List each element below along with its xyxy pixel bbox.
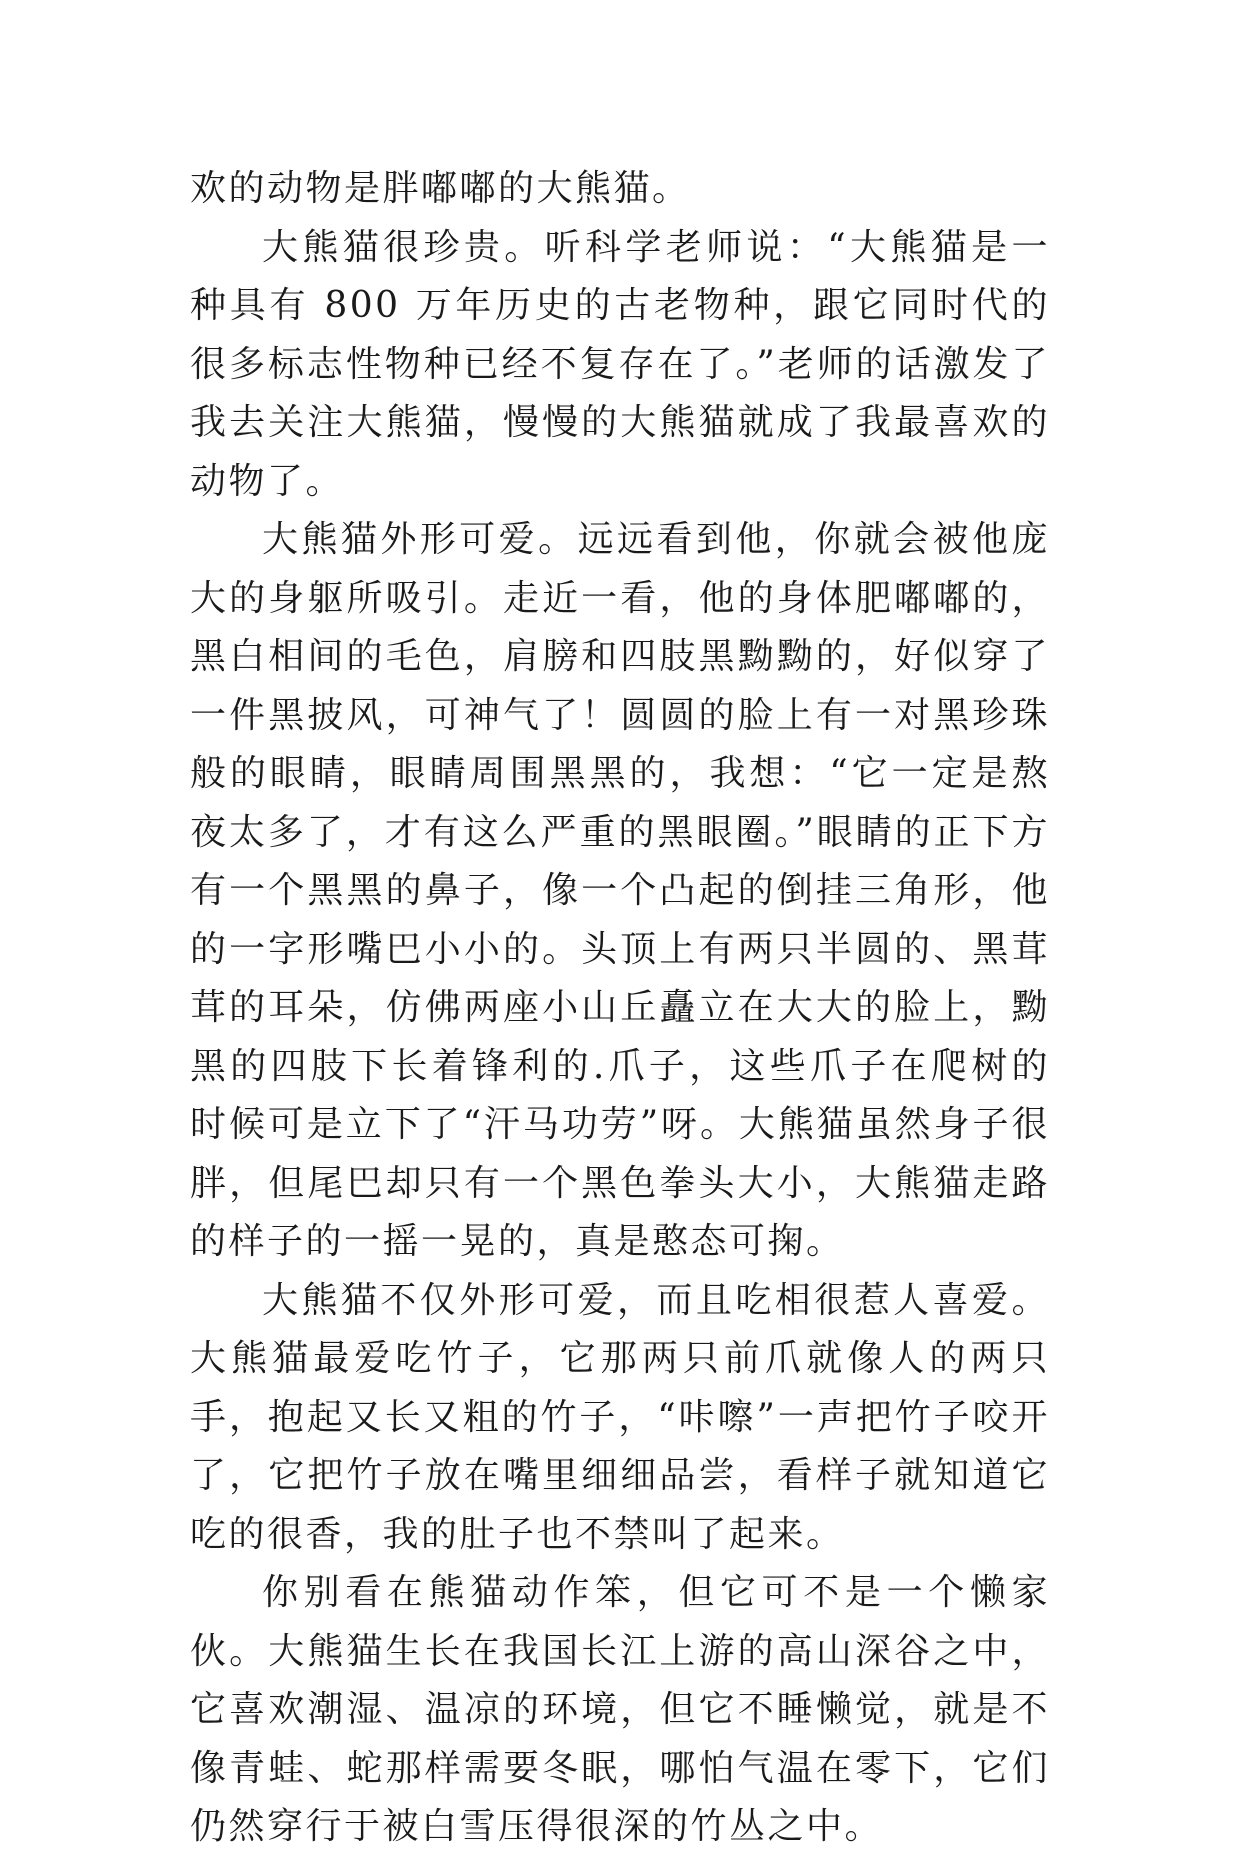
document-body bbox=[190, 160, 1050, 1857]
paragraph-panda-eating: 大熊猫不仅外形可爱，而且吃相很惹人喜爱。大熊猫最爱吃竹子，它那两只前爪就像人的两只手，抱起又长又粗的竹子，“咔嚓”一声把竹子咬开了，它把竹子放在嘴里细细品尝，看样子就知道它吃的很香，我的肚子也不禁叫了起来。 bbox=[190, 1279, 1050, 1555]
paragraph-panda-habitat: 你别看在熊猫动作笨，但它可不是一个懒家伙。大熊猫生长在我国长江上游的高山深谷之中，它喜欢潮湿、温凉的环境，但它不睡懒觉，就是不像青蛙、蛇那样需要冬眠，哪怕气温在零下，它们仍然穿行于被白雪压得很深的竹丛之中。 bbox=[190, 1572, 1050, 1847]
paragraph-panda-precious: 大熊猫很珍贵。听科学老师说：“大熊猫是一种具有 800 万年历史的古老物种，跟它同时代的很多标志性物种已经不复存在了。”老师的话激发了我去关注大熊猫，慢慢的大熊猫就成了我最喜欢的动物了。 bbox=[190, 226, 1050, 502]
paragraph-panda-appearance: 大熊猫外形可爱。远远看到他，你就会被他庞大的身躯所吸引。走近一看，他的身体肥嘟嘟的，黑白相间的毛色，肩膀和四肢黑黝黝的，好似穿了一件黑披风，可神气了！圆圆的脸上有一对黑珍珠般的眼睛，眼睛周围黑黑的，我想：“它一定是熬夜太多了，才有这么严重的黑眼圈。”眼睛的正下方有一个黑黑的鼻子，像一个凸起的倒挂三角形，他的一字形嘴巴小小的。头顶上有两只半圆的、黑茸茸的耳朵，仿佛两座小山丘矗立在大大的脸上，黝黑的四肢下长着锋利的.爪子，这些爪子在爬树的时候可是立下了“汗马功劳”呀。大熊猫虽然身子很胖，但尾巴却只有一个黑色拳头大小，大熊猫走路的样子的一摇一晃的，真是憨态可掬。 bbox=[190, 519, 1050, 1262]
paragraph-continuation: 欢的动物是胖嘟嘟的大熊猫。 bbox=[190, 168, 691, 209]
